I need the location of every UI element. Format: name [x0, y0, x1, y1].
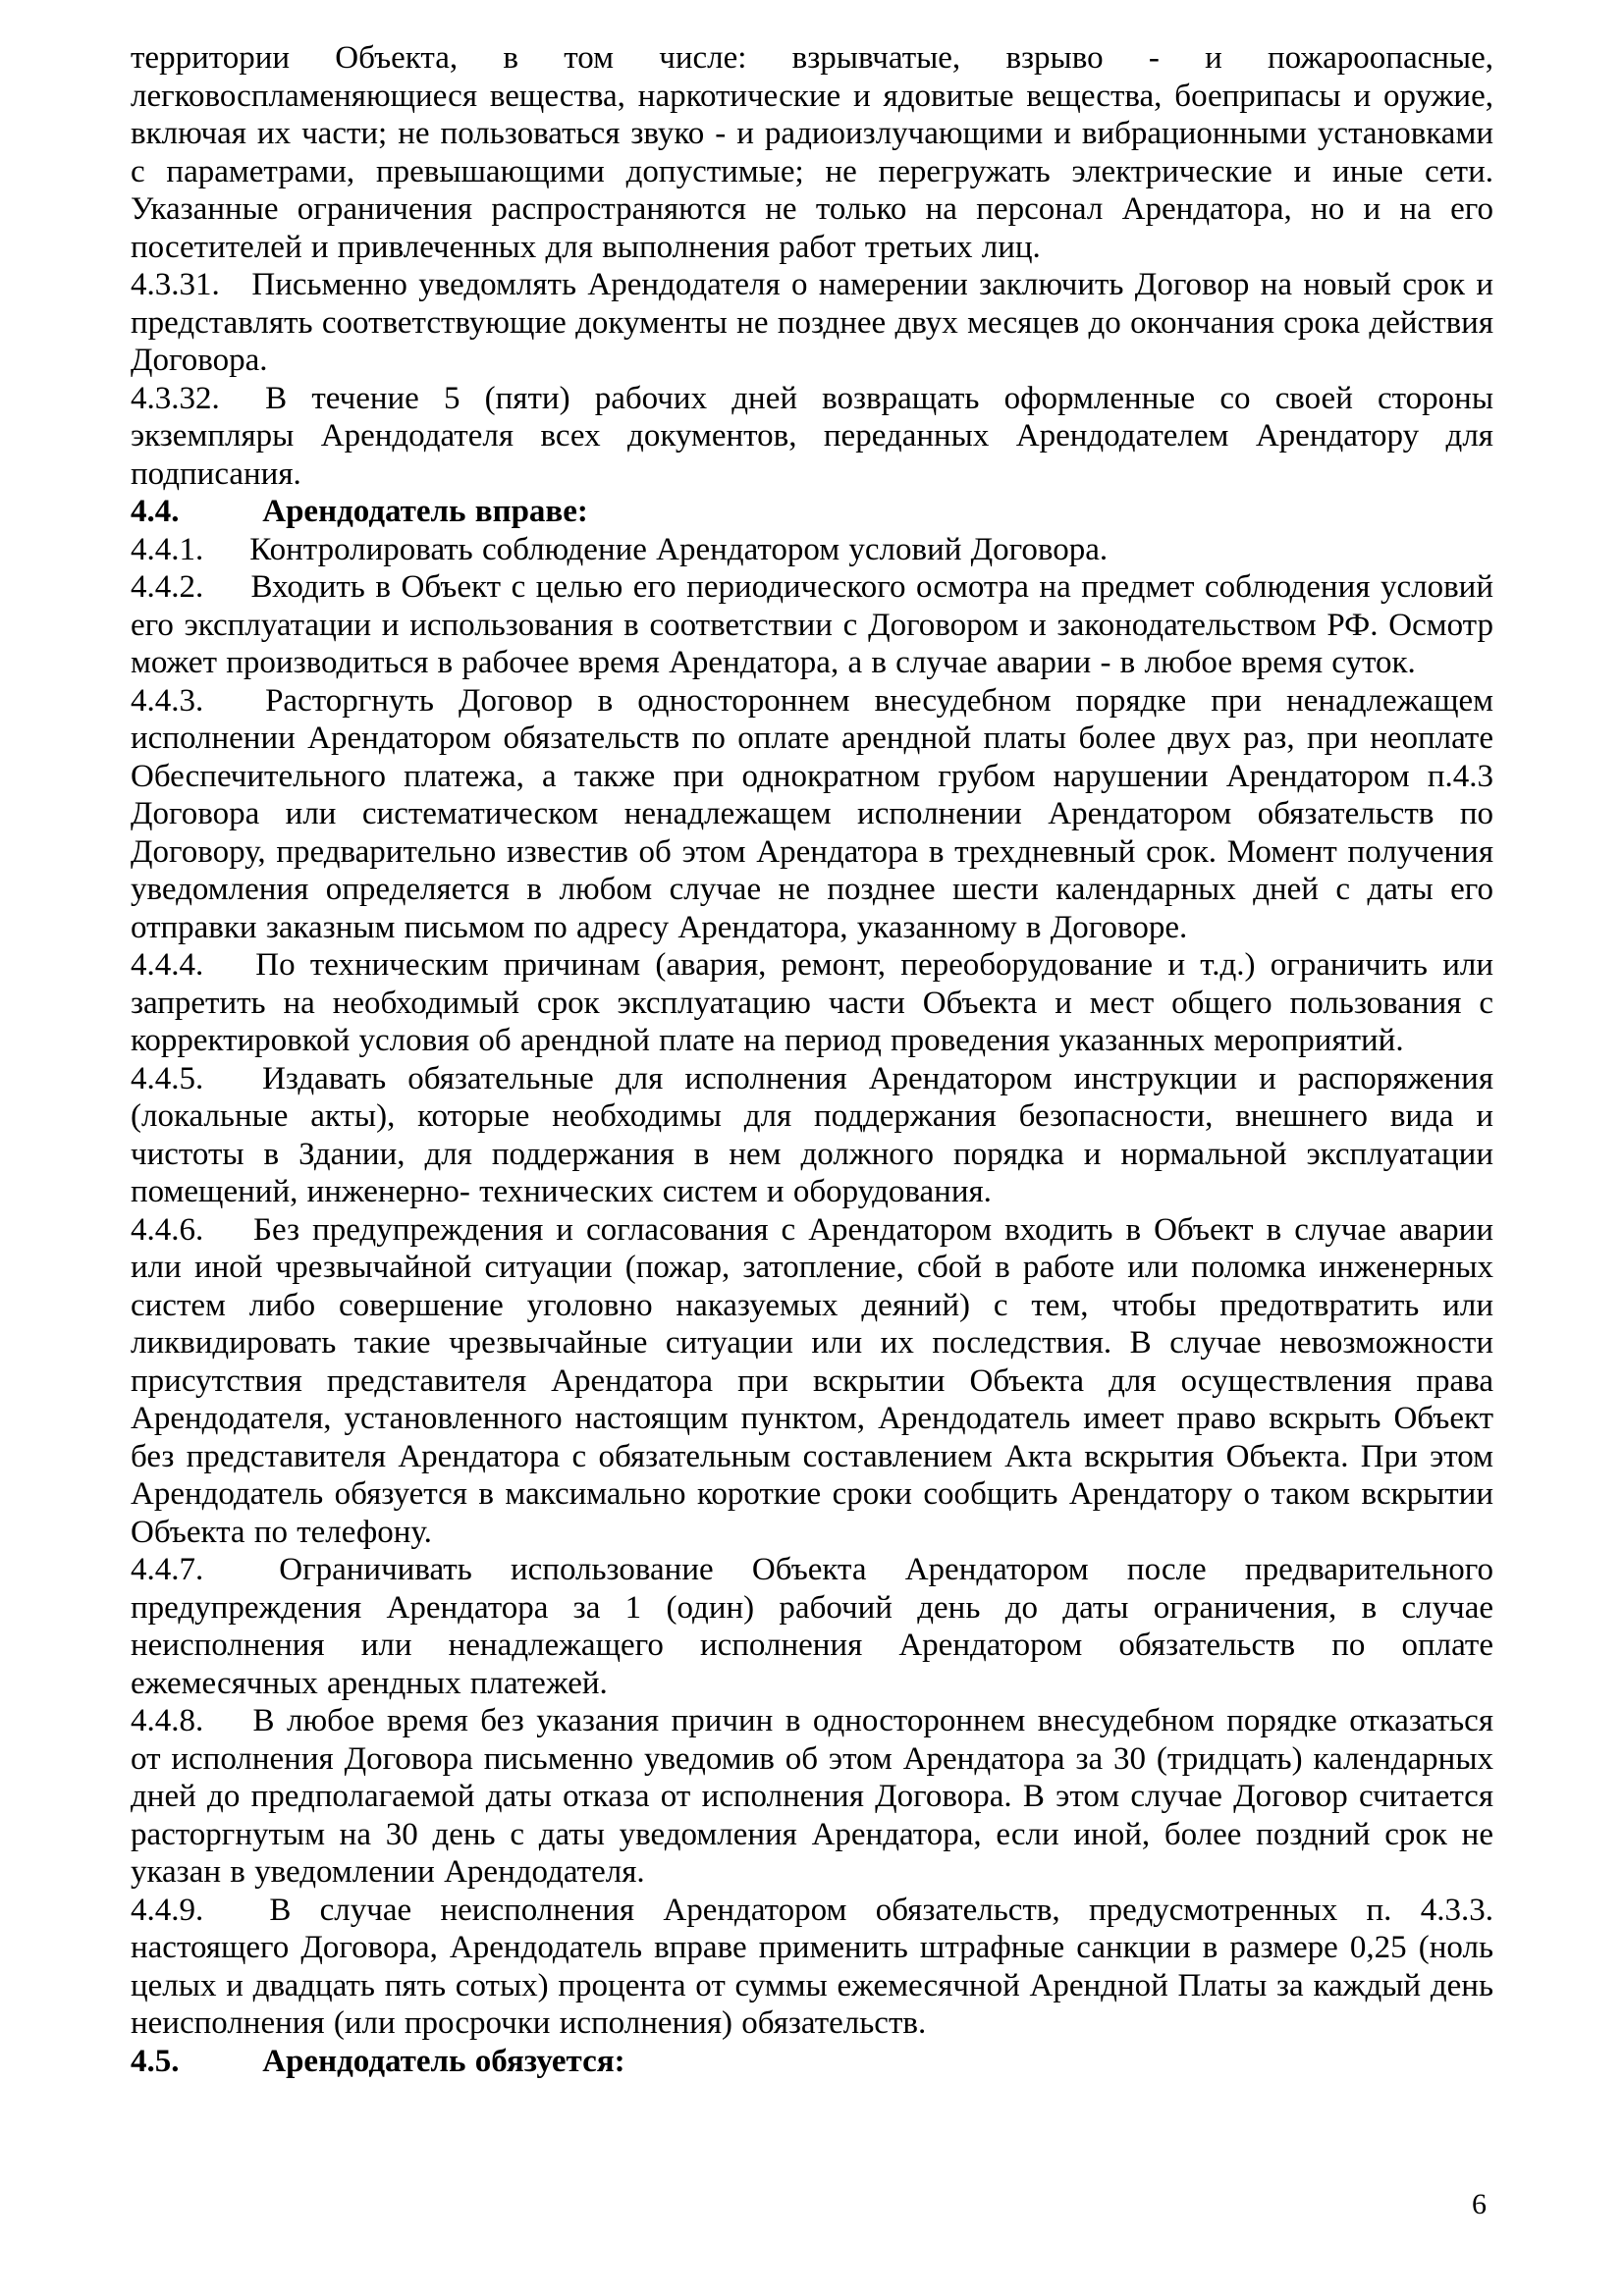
clause-number: 4.4.2. [131, 569, 204, 605]
clause-number: 4.4.9. [131, 1892, 204, 1928]
clause-4-4-8 [131, 1702, 1493, 1892]
clause-text: В случае неисполнения Арендатором обязательств, предусмотренных п. 4.3.3. настоящего Договора, Арендодатель вправе применить штрафные санкции в размере 0,25 (ноль целых и двадцать пять сотых) процента от суммы ежемесячной Арендной Платы за каждый день неисполнения (или просрочки исполнения) обязательств. [131, 1892, 1494, 2041]
clause-4-4-7 [131, 1551, 1493, 1702]
document-body [131, 39, 1493, 2080]
clause-number: 4.4.3. [131, 682, 204, 719]
clause-4-3-31 [131, 266, 1493, 380]
section-heading-4-4 [131, 493, 1493, 531]
section-heading-4-5 [131, 2043, 1493, 2081]
clause-text: В любое время без указания причин в одностороннем внесудебном порядке отказаться от исполнения Договора письменно уведомив об этом Арендатора за 30 (тридцать) календарных дней до предполагаемой даты отказа от исполнения Договора. В этом случае Договор считается расторгнутым на 30 день с даты уведомления Арендатора, если иной, более поздний срок не указан в уведомлении Арендодателя. [131, 1703, 1494, 1890]
clause-4-4-4 [131, 946, 1493, 1060]
section-number: 4.5. [131, 2043, 180, 2079]
clause-4-4-2 [131, 568, 1493, 682]
clause-text: По техническим причинам (авария, ремонт, переоборудование и т.д.) ограничить или запретить на необходимый срок эксплуатацию части Объекта и мест общего пользования с корректировкой условия об арендной плате на период проведения указанных мероприятий. [131, 947, 1494, 1058]
clause-number: 4.4.8. [131, 1703, 204, 1738]
clause-text: Письменно уведомлять Арендодателя о намерении заключить Договор на новый срок и представлять соответствующие документы не позднее двух месяцев до окончания срока действия Договора. [131, 267, 1494, 378]
clause-4-4-1 [131, 531, 1493, 569]
clause-4-3-32 [131, 380, 1493, 494]
clause-number: 4.3.32. [131, 380, 220, 416]
clause-4-4-6 [131, 1211, 1493, 1552]
clause-number: 4.3.31. [131, 267, 220, 302]
clause-4-4-5 [131, 1060, 1493, 1211]
clause-number: 4.4.4. [131, 947, 204, 983]
clause-text: Ограничивать использование Объекта Арендатором после предварительного предупреждения Арендатора за 1 (один) рабочий день до даты ограничения, в случае неисполнения или ненадлежащего исполнения Арендатором обязательств по оплате ежемесячных арендных платежей. [131, 1552, 1494, 1701]
clause-text: Входить в Объект с целью его периодического осмотра на предмет соблюдения условий его эксплуатации и использования в соответствии с Договором и законодательством РФ. Осмотр может производиться в рабочее время Арендатора, а в случае аварии - в любое время суток. [131, 569, 1493, 680]
paragraph-continuation [131, 39, 1493, 266]
section-title: Арендодатель вправе: [262, 494, 588, 529]
clause-4-4-9 [131, 1892, 1493, 2043]
clause-text: территории Объекта, в том числе: взрывчатые, взрыво - и пожароопасные, легковоспламеняющиеся вещества, наркотические и ядовитые вещества, боеприпасы и оружие, включая их части; не пользоваться звуко - и радиоизлучающими и вибрационными установками с параметрами, превышающими допустимые; не перегружать электрические и иные сети. Указанные ограничения распространяются не только на персонал Арендатора, но и на его посетителей и привлеченных для выполнения работ третьих лиц. [131, 40, 1493, 265]
clause-text: Расторгнуть Договор в одностороннем внесудебном порядке при ненадлежащем исполнении Арендатором обязательств по оплате арендной платы более двух раз, при неоплате Обеспечительного платежа, а также при однократном грубом нарушении Арендатором п.4.3 Договора или систематическом ненадлежащем исполнении Арендатором обязательств по Договору, предварительно известив об этом Арендатора в трехдневный срок. Момент получения уведомления определяется в любом случае не позднее шести календарных дней с даты его отправки заказным письмом по адресу Арендатора, указанному в Договоре. [131, 682, 1494, 945]
clause-text: В течение 5 (пяти) рабочих дней возвращать оформленные со своей стороны экземпляры Арендодателя всех документов, переданных Арендодателем Арендатору для подписания. [131, 380, 1493, 492]
clause-number: 4.4.5. [131, 1060, 204, 1096]
clause-text: Издавать обязательные для исполнения Арендатором инструкции и распоряжения (локальные акты), которые необходимы для поддержания безопасности, внешнего вида и чистоты в Здании, для поддержания в нем должного порядка и нормальной эксплуатации помещений, инженерно- технических систем и оборудования. [131, 1060, 1493, 1209]
clause-text: Без предупреждения и согласования с Арендатором входить в Объект в случае аварии или иной чрезвычайной ситуации (пожар, затопление, сбой в работе или поломка инженерных систем либо совершение уголовно наказуемых деяний) с тем, чтобы предотвратить или ликвидировать такие чрезвычайные ситуации или их последствия. В случае невозможности присутствия представителя Арендатора при вскрытии Объекта для осуществления права Арендодателя, установленного настоящим пунктом, Арендодатель имеет право вскрыть Объект без представителя Арендатора с обязательным составлением Акта вскрытия Объекта. При этом Арендодатель обязуется в максимально короткие сроки сообщить Арендатору о таком вскрытии Объекта по телефону. [131, 1211, 1493, 1550]
clause-number: 4.4.1. [131, 531, 204, 567]
clause-text: Контролировать соблюдение Арендатором условий Договора. [249, 531, 1109, 567]
clause-number: 4.4.7. [131, 1552, 204, 1587]
page-number: 6 [1472, 2188, 1487, 2220]
clause-number: 4.4.6. [131, 1211, 204, 1248]
section-title: Арендодатель обязуется: [262, 2043, 625, 2079]
section-number: 4.4. [131, 494, 180, 529]
clause-4-4-3 [131, 682, 1493, 947]
